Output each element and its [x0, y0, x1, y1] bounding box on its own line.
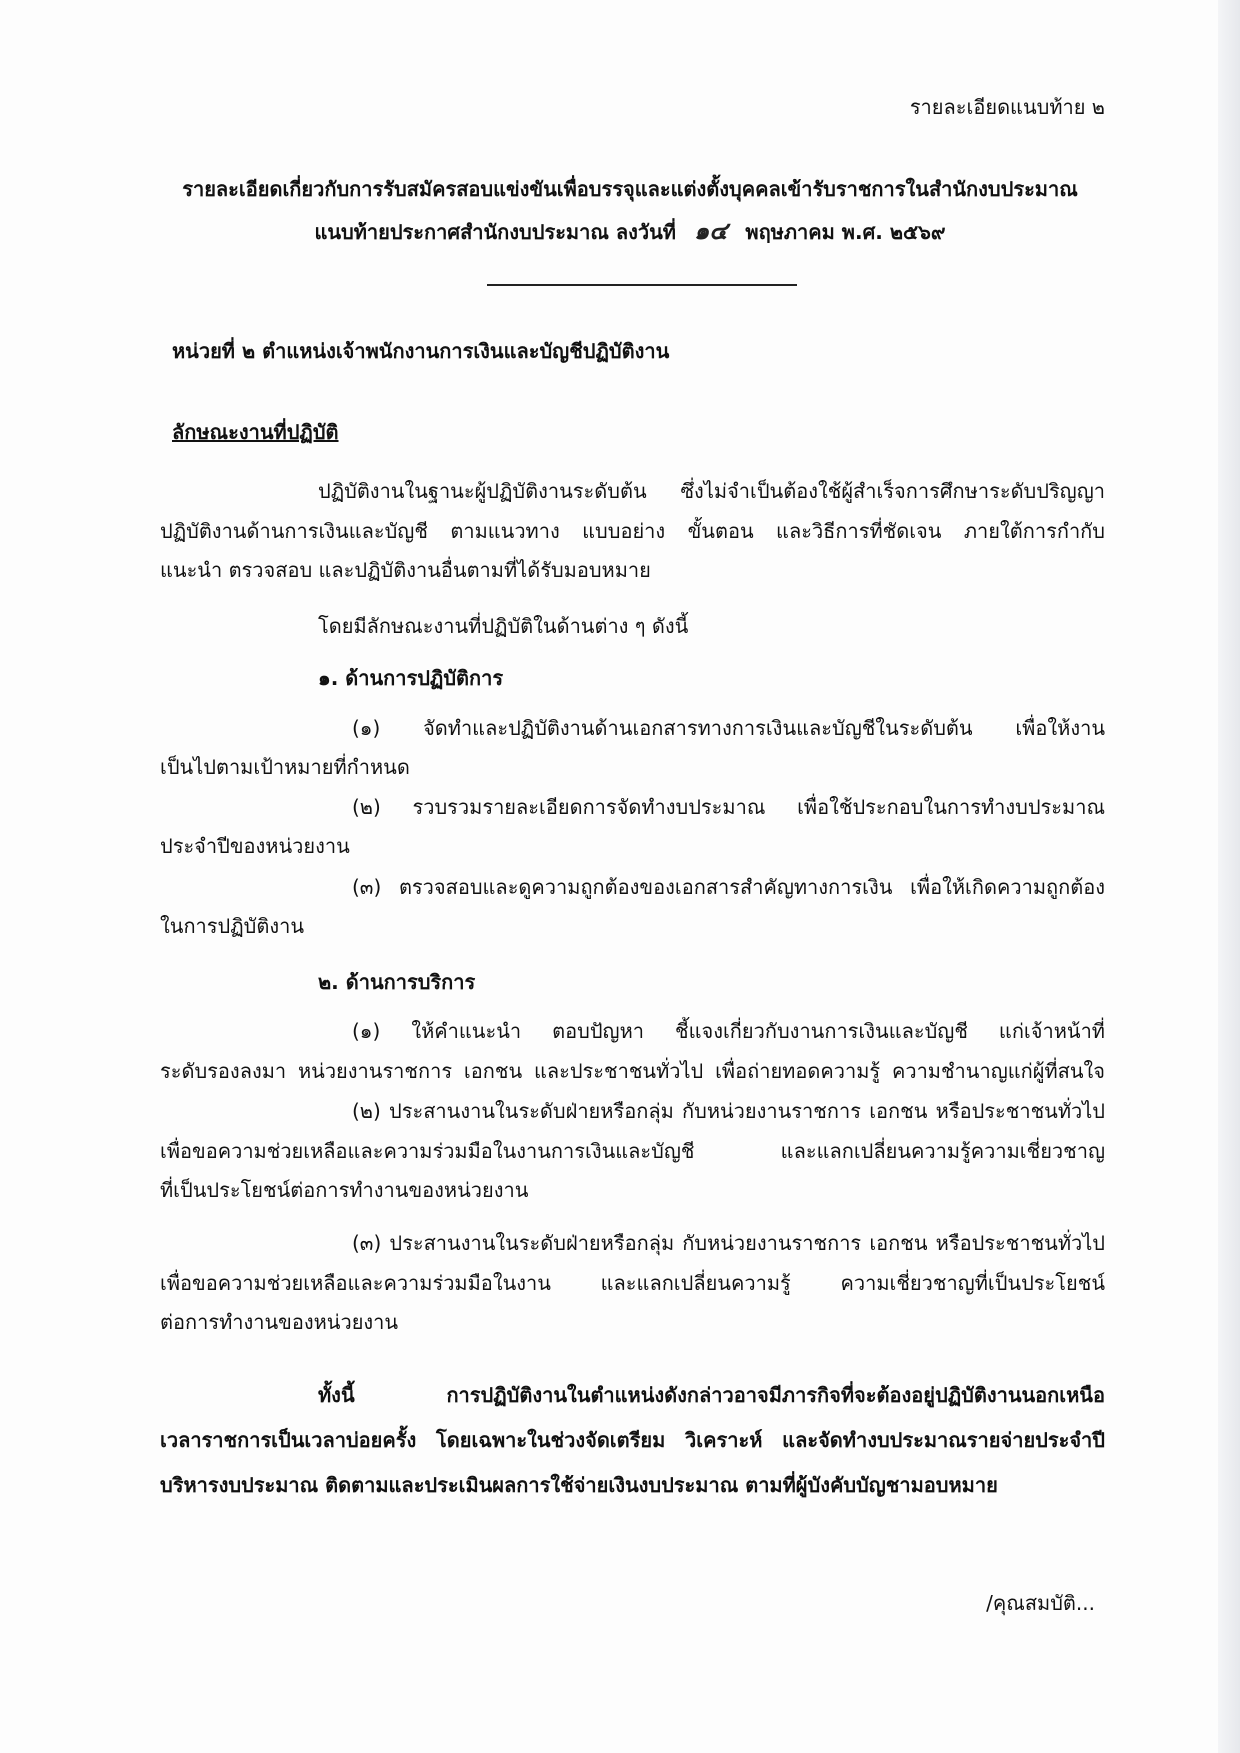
title-day-handwritten: ๑๔ — [693, 217, 728, 245]
area1-item1-line2: เป็นไปตามเป้าหมายที่กำหนด — [160, 755, 410, 779]
intro-line-2: ปฏิบัติงานด้านการเงินและบัญชี ตามแนวทาง แบบอย่าง ขั้นตอน และวิธีการที่ชัดเจน ภายใต้การกำกับ — [160, 519, 1105, 543]
intro-line-3: แนะนำ ตรวจสอบ และปฏิบัติงานอื่นตามที่ได้รับมอบหมาย — [160, 558, 651, 582]
page-edge-shadow — [1218, 0, 1240, 1753]
intro-line-1: ปฏิบัติงานในฐานะผู้ปฏิบัติงานระดับต้น ซึ่งไม่จำเป็นต้องใช้ผู้สำเร็จการศึกษาระดับปริญญา — [318, 479, 1105, 503]
note-line-2: เวลาราชการเป็นเวลาบ่อยครั้ง โดยเฉพาะในช่วงจัดเตรียม วิเคราะห์ และจัดทำงบประมาณรายจ่ายประจำปี — [160, 1428, 1105, 1452]
document-title-line2 — [160, 216, 1100, 247]
area1-item1-line1: (๑) จัดทำและปฏิบัติงานด้านเอกสารทางการเงินและบัญชีในระดับต้น เพื่อให้งาน — [352, 716, 1105, 740]
area1-item3-line2: ในการปฏิบัติงาน — [160, 914, 304, 938]
area2-item3-line3: ต่อการทำงานของหน่วยงาน — [160, 1310, 399, 1334]
title-prefix: แนบท้ายประกาศสำนักงบประมาณ ลงวันที่ — [314, 220, 676, 244]
area2-item2-line3: ที่เป็นประโยชน์ต่อการทำงานของหน่วยงาน — [160, 1178, 529, 1202]
attachment-label: รายละเอียดแนบท้าย ๒ — [909, 95, 1105, 119]
area1-item3-line1: (๓) ตรวจสอบและดูความถูกต้องของเอกสารสำคัญทางการเงิน เพื่อให้เกิดความถูกต้อง — [352, 875, 1105, 899]
area2-item2-line2: เพื่อขอความช่วยเหลือและความร่วมมือในงานการเงินและบัญชี และแลกเปลี่ยนความรู้ความเชี่ยวชาญ — [160, 1139, 1105, 1163]
unit-heading: หน่วยที่ ๒ ตำแหน่งเจ้าพนักงานการเงินและบัญชีปฏิบัติงาน — [172, 339, 670, 363]
section-heading: ลักษณะงานที่ปฏิบัติ — [172, 420, 339, 444]
document-title-line1: รายละเอียดเกี่ยวกับการรับสมัครสอบแข่งขันเพื่อบรรจุและแต่งตั้งบุคคลเข้ารับราชการในสำนักงบประมาณ — [182, 177, 1078, 201]
title-suffix: พฤษภาคม พ.ศ. ๒๕๖๙ — [745, 220, 946, 244]
title-divider — [487, 284, 797, 286]
note-line-1: ทั้งนี้ การปฏิบัติงานในตำแหน่งดังกล่าวอาจมีภารกิจที่จะต้องอยู่ปฏิบัติงานนอกเหนือ — [318, 1383, 1105, 1407]
area2-item1-line1: (๑) ให้คำแนะนำ ตอบปัญหา ชี้แจงเกี่ยวกับงานการเงินและบัญชี แก่เจ้าหน้าที่ — [352, 1019, 1105, 1043]
note-line-3: บริหารงบประมาณ ติดตามและประเมินผลการใช้จ่ายเงินงบประมาณ ตามที่ผู้บังคับบัญชามอบหมาย — [160, 1473, 998, 1497]
area1-item2-line1: (๒) รวบรวมรายละเอียดการจัดทำงบประมาณ เพื่อใช้ประกอบในการทำงบประมาณ — [352, 795, 1105, 819]
continued-marker: /คุณสมบัติ... — [986, 1591, 1095, 1615]
area2-item2-line1: (๒) ประสานงานในระดับฝ่ายหรือกลุ่ม กับหน่วยงานราชการ เอกชน หรือประชาชนทั่วไป — [352, 1099, 1105, 1123]
area2-item3-line2: เพื่อขอความช่วยเหลือและความร่วมมือในงาน และแลกเปลี่ยนความรู้ ความเชี่ยวชาญที่เป็นประโยชน์ — [160, 1271, 1105, 1295]
area2-item3-line1: (๓) ประสานงานในระดับฝ่ายหรือกลุ่ม กับหน่วยงานราชการ เอกชน หรือประชาชนทั่วไป — [352, 1231, 1105, 1255]
area1-item2-line2: ประจำปีของหน่วยงาน — [160, 834, 350, 858]
area2-item1-line2: ระดับรองลงมา หน่วยงานราชการ เอกชน และประชาชนทั่วไป เพื่อถ่ายทอดความรู้ ความชำนาญแก่ผู้ที่สนใจ — [160, 1059, 1105, 1083]
lead-text: โดยมีลักษณะงานที่ปฏิบัติในด้านต่าง ๆ ดังนี้ — [318, 614, 689, 638]
area2-heading: ๒. ด้านการบริการ — [318, 970, 476, 994]
area1-heading: ๑. ด้านการปฏิบัติการ — [318, 666, 504, 690]
